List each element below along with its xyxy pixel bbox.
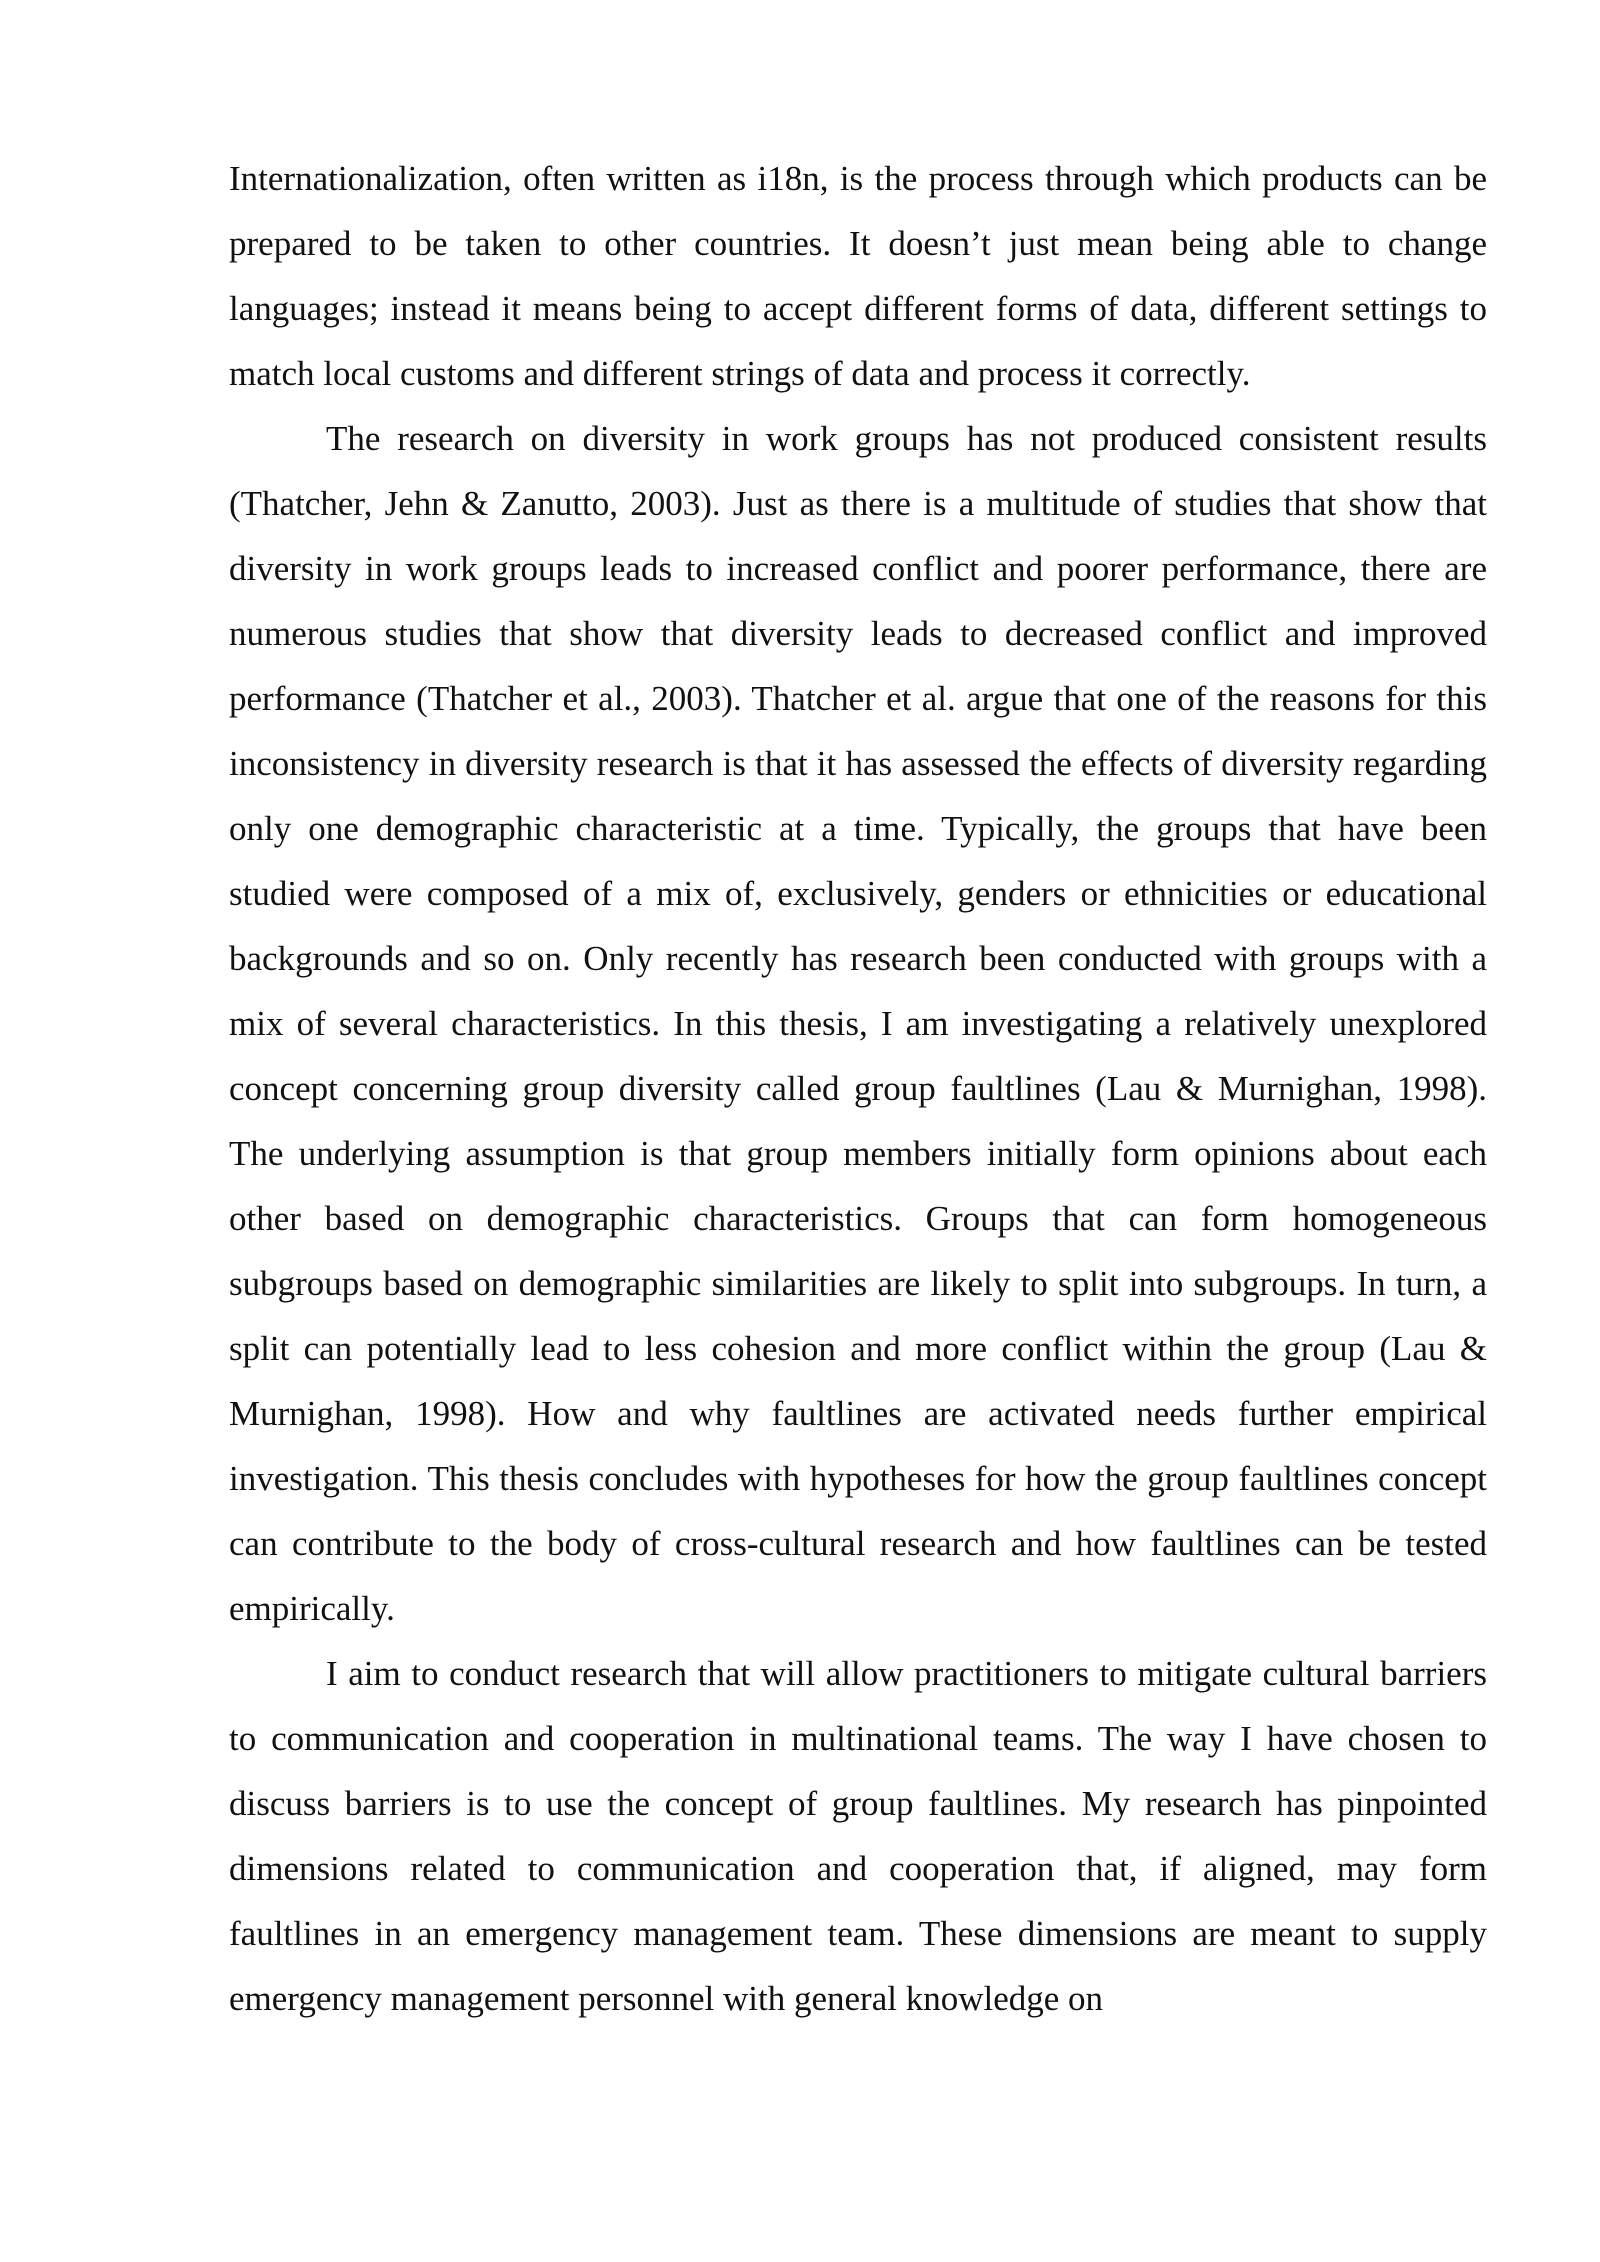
paragraph-internationalization: Internationalization, often written as i18n, is the process through which products can be prepared to be taken to other countries. It doesn’t just mean being able to change languages; instead it means being to accept different forms of data, different settings to match local customs and different strings of data and process it correctly. (229, 159, 1487, 393)
paragraph-diversity-research: The research on diversity in work groups has not produced consistent results (Thatcher, Jehn & Zanutto, 2003). Just as there is a multitude of studies that show that diversity in work groups leads to increased conflict and poorer performance, there are numerous studies that show that diversity leads to decreased conflict and improved performance (Thatcher et al., 2003). Thatcher et al. argue that one of the reasons for this inconsistency in diversity research is that it has assessed the effects of diversity regarding only one demographic characteristic at a time. Typically, the groups that have been studied were composed of a mix of, exclusively, genders or ethnicities or educational backgrounds and so on. Only recently has research been conducted with groups with a mix of several characteristics. In this thesis, I am investigating a relatively unexplored concept concerning group diversity called group faultlines (Lau & Murnighan, 1998). The underlying assumption is that group members initially form opinions about each other based on demographic characteristics. Groups that can form homogeneous subgroups based on demographic similarities are likely to split into subgroups. In turn, a split can potentially lead to less cohesion and more conflict within the group (Lau & Murnighan, 1998). How and why faultlines are activated needs further empirical investigation. This thesis concludes with hypotheses for how the group faultlines concept can contribute to the body of cross-cultural research and how faultlines can be tested empirically. (229, 419, 1487, 1628)
paragraph-research-aim: I aim to conduct research that will allow practitioners to mitigate cultural barriers to communication and cooperation in multinational teams. The way I have chosen to discuss barriers is to use the concept of group faultlines. My research has pinpointed dimensions related to communication and cooperation that, if aligned, may form faultlines in an emergency management team. These dimensions are meant to supply emergency management personnel with general knowledge on (229, 1654, 1487, 2018)
document-body (229, 146, 1487, 2031)
